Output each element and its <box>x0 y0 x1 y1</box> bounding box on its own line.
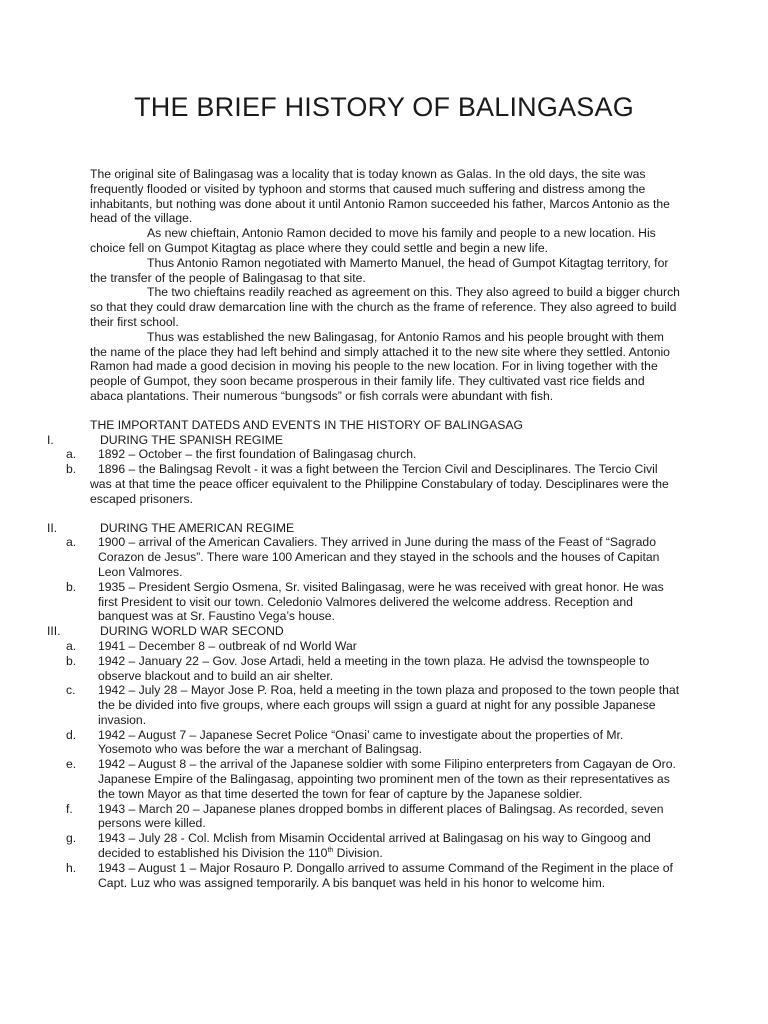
section-title: DURING THE AMERICAN REGIME <box>100 520 295 535</box>
item-text: 1942 – August 7 – Japanese Secret Police “Onasi’ came to investigate about the properties of Mr. Yosemoto who was before the war a merchant of Balingsag. <box>98 727 624 757</box>
item-letter: c. <box>66 683 76 698</box>
item-text: 1935 – President Sergio Osmena, Sr. visited Balingasag, were he was received with great honor. He was first President to visit our town. Celedonio Valmores delivered the welcome address. Reception and banquest was at Sr. Faustino Vega’s house. <box>98 579 664 624</box>
item-text: 1896 – the Balingsag Revolt - it was a fight between the Tercion Civil and Desciplinares. The Tercio Civil was at that time the peace officer equivalent to the Philippine Constabulary of today. Desciplinares were the escaped prisoners. <box>90 462 669 506</box>
list-item <box>66 801 680 832</box>
item-letter: f. <box>66 801 73 816</box>
section-numeral: III. <box>47 624 61 639</box>
paragraph: Thus Antonio Ramon negotiated with Mamerto Manuel, the head of Gumpot Kitagtag territory, for the transfer of the people of Balingasag to that site. <box>90 255 669 285</box>
item-letter: b. <box>66 653 77 668</box>
item-letter: a. <box>66 535 77 550</box>
page-title: THE BRIEF HISTORY OF BALINGASAG <box>134 92 634 122</box>
item-letter: e. <box>66 757 77 772</box>
item-text: 1942 – July 28 – Mayor Jose P. Roa, held a meeting in the town plaza and proposed to the town people that the be divided into five groups, where each groups will ssign a guard at night for any possible Japanese invasion. <box>98 683 680 727</box>
list-item <box>66 653 680 684</box>
section-numeral: II. <box>47 520 58 535</box>
paragraph: The original site of Balingasag was a locality that is today known as Galas. In the old days, the site was frequently flooded or visited by typhoon and storms that caused much suffering and distress among the inhabitants, but nothing was done about it until Antonio Ramon succeeded his father, Marcos Antonio as the head of the village. <box>90 167 670 226</box>
item-letter: b. <box>66 579 77 594</box>
list-item <box>66 535 680 579</box>
list-item <box>66 579 680 624</box>
section-heading <box>47 624 680 639</box>
list-item <box>66 860 680 891</box>
item-letter: d. <box>66 727 77 742</box>
paragraph: The two chieftains readily reached as agreement on this. They also agreed to build a bigger church so that they could draw demarcation line with the church as the frame of reference. They also agreed to build their first school. <box>90 285 680 329</box>
item-text: 1942 – January 22 – Gov. Jose Artadi, held a meeting in the town plaza. He advisd the townspeople to observe blackout and to build an air shelter. <box>98 653 650 683</box>
item-text: 1943 – July 28 - Col. Mclish from Misamin Occidental arrived at Balingasag on his way to Gingoog and decided to established his Division the 110th Division. <box>98 831 651 861</box>
item-letter: a. <box>66 447 77 462</box>
section-title: DURING WORLD WAR SECOND <box>100 624 284 639</box>
list-item <box>66 757 680 801</box>
list-item <box>66 462 680 506</box>
paragraph: Thus was established the new Balingasag, for Antonio Ramos and his people brought with them the name of the place they had left behind and simply attached it to the new site where they settled. Antonio Ramon had made a good decision in moving his people to the new location. For in living together with the people of Gumpot, they soon became prosperous in their family life. They cultivated vast rice fields and abaca plantations. Their numerous “bungsods” or fish corrals were abundant with fish. <box>90 329 670 403</box>
item-text: 1943 – August 1 – Major Rosauro P. Dongallo arrived to assume Command of the Regiment in the place of Capt. Luz who was assigned temporarily. A bis banquet was held in his honor to welcome him. <box>98 860 673 890</box>
list-item <box>66 638 680 654</box>
item-text: 1943 – March 20 – Japanese planes dropped bombs in different places of Balingsag. As recorded, seven persons were killed. <box>98 801 664 831</box>
item-letter: a. <box>66 638 77 653</box>
item-letter: b. <box>66 462 77 477</box>
item-text: 1942 – August 8 – the arrival of the Japanese soldier with some Filipino enterpreters from Cagayan de Oro. Japanese Empire of the Balingasag, appointing two prominent men of the town as their representatives as the town Mayor as that time deserted the town for fear of capture by the Japanese soldier. <box>98 757 676 801</box>
list-item <box>66 831 680 861</box>
list-item <box>66 727 680 758</box>
paragraph: As new chieftain, Antonio Ramon decided to move his family and people to a new location. His choice fell on Gumpot Kitagtag as place where they could settle and begin a new life. <box>90 226 656 255</box>
list-item <box>66 447 680 462</box>
list-item <box>66 683 680 727</box>
section-title: DURING THE SPANISH REGIME <box>100 432 284 447</box>
events-heading: THE IMPORTANT DATEDS AND EVENTS IN THE HISTORY OF BALINGASAG <box>90 417 523 432</box>
item-letter: h. <box>66 860 77 875</box>
section-numeral: I. <box>47 432 54 447</box>
document-body <box>47 167 680 890</box>
item-letter: g. <box>66 831 77 846</box>
item-text: 1892 – October – the first foundation of Balingasag church. <box>98 447 417 462</box>
section-heading <box>47 432 680 448</box>
section-heading <box>47 520 680 536</box>
item-text: 1941 – December 8 – outbreak of nd World War <box>98 638 357 653</box>
item-text: 1900 – arrival of the American Cavaliers. They arrived in June during the mass of the Feast of “Sagrado Corazon de Jesus”. There ware 100 American and they stayed in the schools and the houses of Capitan Leon Valmores. <box>98 535 660 579</box>
